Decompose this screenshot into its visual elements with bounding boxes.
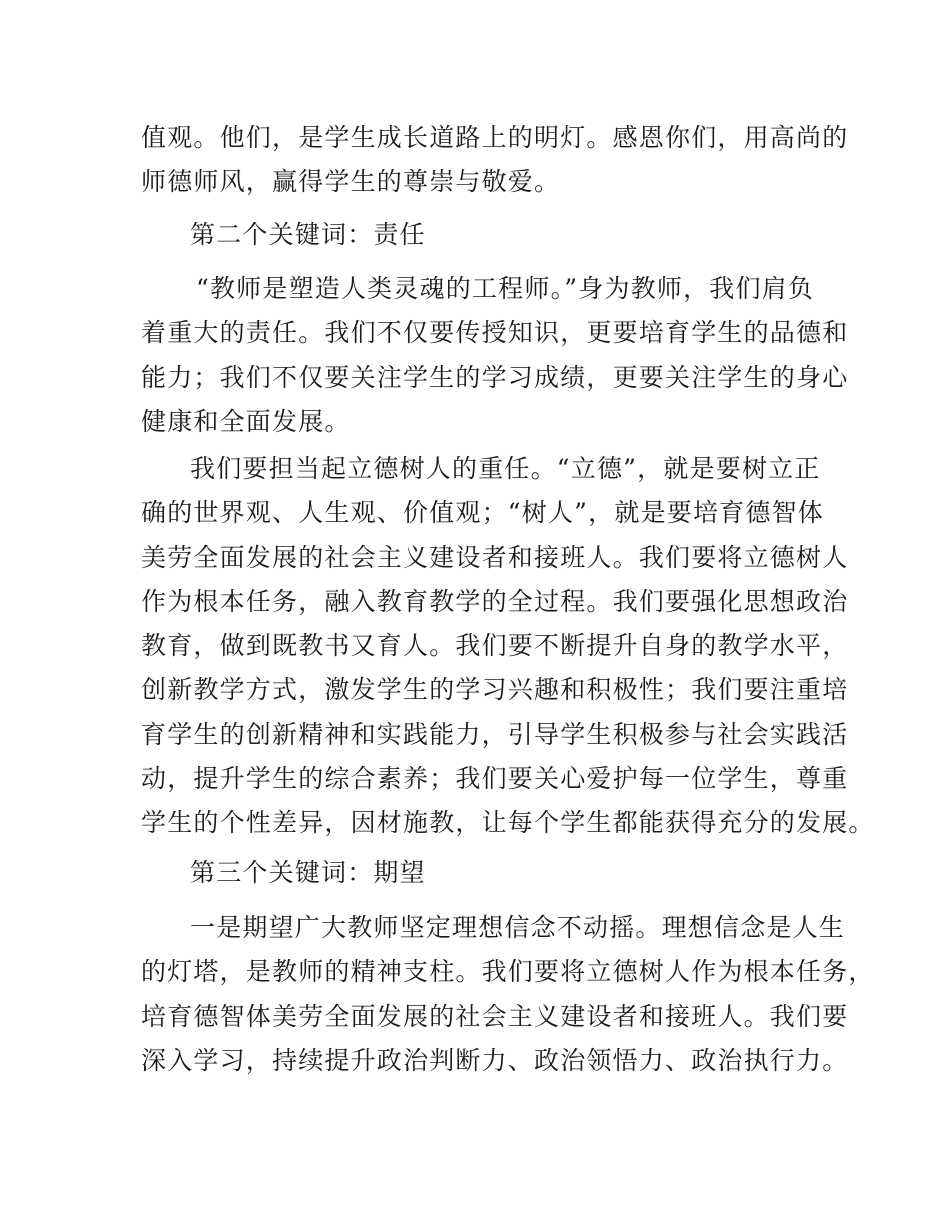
text-line: 创新教学方式，激发学生的学习兴趣和积极性；我们要注重培: [141, 675, 849, 705]
text-line: 的灯塔，是教师的精神支柱。我们要将立德树人作为根本任务，: [141, 957, 875, 987]
section-heading: 第二个关键词：责任: [190, 220, 426, 249]
text-line: 作为根本任务，融入教育教学的全过程。我们要强化思想政治: [141, 586, 849, 616]
text-line: 师德师风，赢得学生的尊崇与敬爱。: [141, 167, 561, 197]
text-line: 一是期望广大教师坚定理想信念不动摇。理想信念是人生: [190, 913, 846, 942]
text-line: 健康和全面发展。: [141, 406, 351, 436]
paragraph-expectation: [141, 906, 875, 1083]
text-line: 能力；我们不仅要关注学生的学习成绩，更要关注学生的身心: [141, 362, 849, 392]
text-line: 值观。他们，是学生成长道路上的明灯。感恩你们，用高尚的: [141, 123, 849, 152]
section-heading-expectation: [190, 851, 880, 895]
text-line: 培育德智体美劳全面发展的社会主义建设者和接班人。我们要: [141, 1001, 849, 1031]
text-line: 育学生的创新精神和实践能力，引导学生积极参与社会实践活: [141, 719, 849, 749]
text-line: 动，提升学生的综合素养；我们要关心爱护每一位学生，尊重: [141, 764, 849, 794]
text-line: “教师是塑造人类灵魂的工程师。”身为教师，我们肩负: [196, 274, 815, 303]
text-line: 我们要担当起立德树人的重任。“立德”，就是要树立正: [190, 454, 821, 483]
text-line: 教育，做到既教书又育人。我们要不断提升自身的教学水平，: [141, 631, 849, 661]
text-line: 确的世界观、人生观、价值观；“树人”，就是要培育德智体: [141, 498, 824, 528]
paragraph-moral-education: [141, 447, 875, 846]
text-line: 美劳全面发展的社会主义建设者和接班人。我们要将立德树人: [141, 542, 849, 572]
paragraph-gratitude-end: [141, 116, 849, 205]
paragraph-responsibility: [141, 267, 849, 444]
text-line: 深入学习，持续提升政治判断力、政治领悟力、政治执行力。: [141, 1045, 849, 1075]
section-heading-responsibility: [190, 213, 880, 257]
section-heading: 第三个关键词：期望: [190, 858, 426, 887]
text-line: 学生的个性差异，因材施教，让每个学生都能获得充分的发展。: [141, 808, 875, 838]
text-line: 着重大的责任。我们不仅要传授知识，更要培育学生的品德和: [141, 318, 849, 348]
